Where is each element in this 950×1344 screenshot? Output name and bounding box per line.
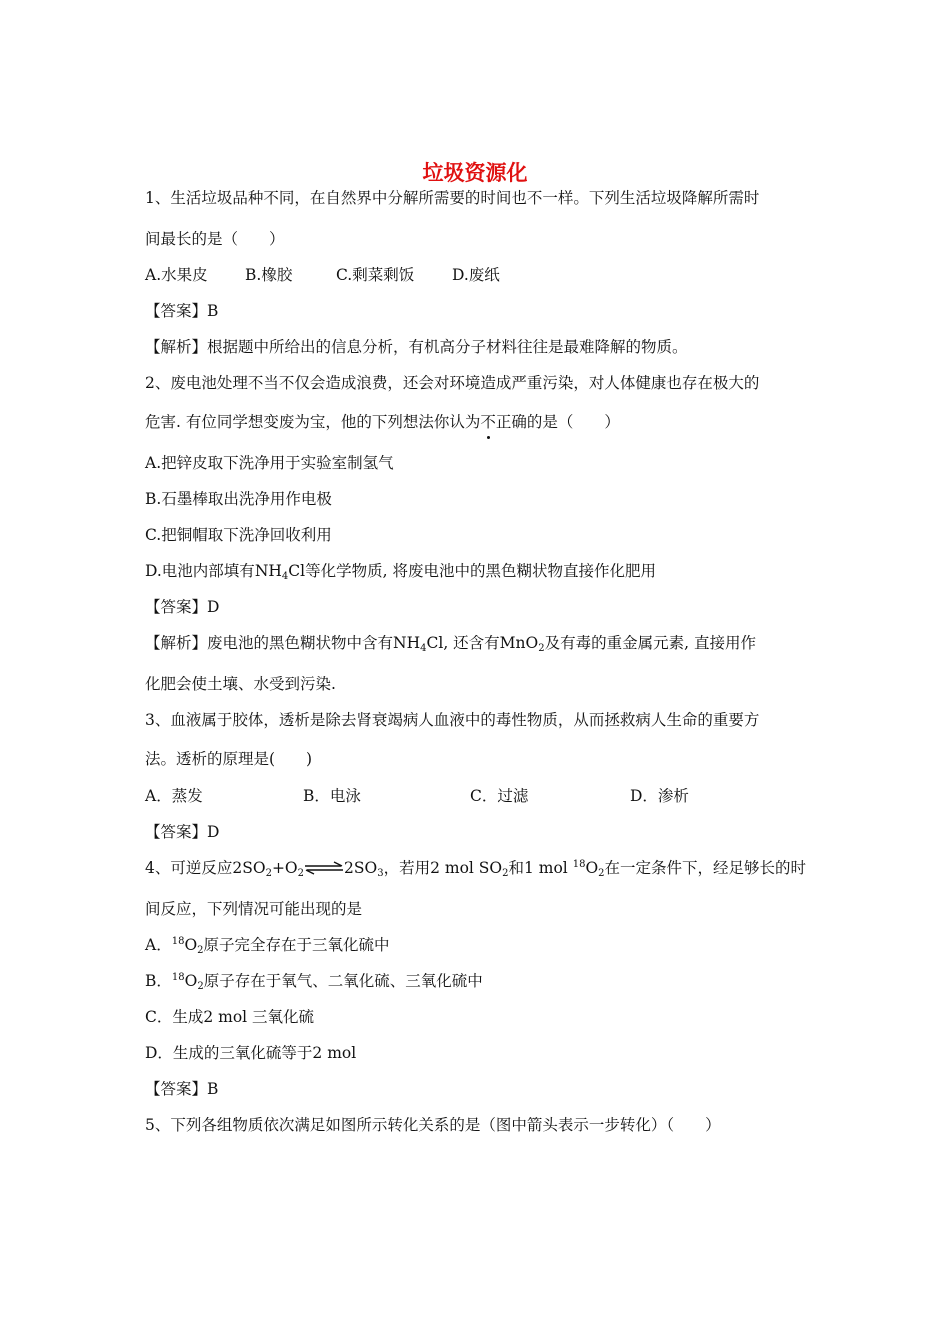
- q4-option-d: D．生成的三氧化硫等于2 mol: [145, 1044, 357, 1062]
- q1-option-c: C.剩菜剩饭: [336, 266, 415, 284]
- q2-stem-line2: [145, 410, 815, 434]
- formula-sub: 2: [598, 868, 605, 879]
- q3-options: [145, 784, 815, 808]
- formula-cl: Cl: [288, 562, 306, 580]
- q4-stem-line1: [145, 856, 815, 880]
- analysis-label: 【解析】: [145, 634, 208, 652]
- q2-analysis-line1: [145, 631, 815, 655]
- option-letter: B．: [145, 972, 172, 990]
- formula-mno: MnO: [499, 634, 539, 652]
- q2-analysis-tail: 及有毒的重金属元素, 直接用作: [544, 634, 756, 652]
- formula-o: +O: [271, 859, 298, 877]
- q2-answer: [145, 595, 815, 619]
- q4-option-a: [145, 933, 815, 957]
- formula-so: 2SO: [232, 859, 266, 877]
- option-letter: A．: [145, 936, 172, 954]
- q1-stem-line1: 1、生活垃圾品种不同，在自然界中分解所需要的时间也不一样。下列生活垃圾降解所需时: [145, 189, 760, 207]
- q2-option-d-tail: 等化学物质, 将废电池中的黑色糊状物直接作化肥用: [305, 562, 656, 580]
- q3-answer: [145, 820, 815, 844]
- formula-o: O: [585, 859, 599, 877]
- isotope-sup: 18: [572, 859, 586, 870]
- formula-sub: 2: [538, 643, 545, 654]
- analysis-label: 【解析】: [145, 338, 208, 356]
- q4-stem-text: 和1 mol: [508, 859, 568, 877]
- formula-sub: 2: [197, 981, 204, 992]
- q2-option-a: A.把锌皮取下洗净用于实验室制氢气: [145, 454, 394, 472]
- q2-stem-line1: 2、废电池处理不当不仅会造成浪费，还会对环境造成严重污染，对人体健康也存在极大的: [145, 374, 760, 392]
- q4-answer: [145, 1077, 815, 1101]
- formula-sub: 2: [297, 868, 305, 879]
- formula-nh: NH: [254, 562, 282, 580]
- q3-option-d: D．渗析: [630, 787, 689, 805]
- q1-options: [145, 263, 815, 287]
- q1-analysis: [145, 335, 815, 359]
- q1-answer: [145, 299, 815, 323]
- formula-sub: 2: [197, 945, 204, 956]
- q3-option-a: A．蒸发: [145, 787, 203, 805]
- answer-label: 【答案】: [145, 598, 208, 616]
- q3-answer-value: D: [207, 823, 220, 841]
- isotope-sup: 18: [171, 936, 185, 947]
- q3-stem-line1: 3、血液属于胶体，透析是除去肾衰竭病人血液中的毒性物质，从而拯救病人生命的重要方: [145, 711, 760, 729]
- q4-stem-text: 4、可逆反应: [145, 859, 233, 877]
- q2-analysis-text: 废电池的黑色糊状物中含有: [207, 634, 394, 652]
- q1-option-a: A.水果皮: [145, 266, 208, 284]
- formula-o: O: [184, 972, 198, 990]
- q2-stem-text: 危害. 有位同学想变废为宝，他的下列想法你认为: [145, 413, 481, 431]
- q1-stem-line2: 间最长的是（ ）: [145, 230, 285, 248]
- q3-option-b: B．电泳: [303, 787, 361, 805]
- q1-option-d: D.废纸: [452, 266, 500, 284]
- isotope-sup: 18: [171, 972, 185, 983]
- q4-option-a-text: 原子完全存在于三氧化硫中: [203, 936, 390, 954]
- q1-option-b: B.橡胶: [245, 266, 293, 284]
- page-title: 垃圾资源化: [422, 160, 528, 185]
- formula-cl: Cl, 还含有: [426, 634, 500, 652]
- q4-option-b-text: 原子存在于氧气、二氧化硫、三氧化硫中: [203, 972, 483, 990]
- q5-stem-line1: 5、下列各组物质依次满足如图所示转化关系的是（图中箭头表示一步转化）（ ）: [145, 1116, 721, 1134]
- q1-analysis-text: 根据题中所给出的信息分析，有机高分子材料往往是最难降解的物质。: [207, 338, 688, 356]
- formula-sub: 4: [281, 571, 289, 582]
- q4-answer-value: B: [207, 1080, 219, 1098]
- q2-option-d: [145, 559, 815, 583]
- formula-so: 2SO: [344, 859, 378, 877]
- formula-sub: 2: [265, 868, 272, 879]
- answer-label: 【答案】: [145, 302, 208, 320]
- q2-analysis-line2: 化肥会使土壤、水受到污染.: [145, 675, 336, 693]
- q2-stem-tail: 正确的是（ ）: [495, 413, 620, 431]
- reversible-arrow-icon: [304, 861, 344, 875]
- formula-sub: 4: [420, 643, 427, 654]
- q4-option-c: C．生成2 mol 三氧化硫: [145, 1008, 315, 1026]
- q4-stem-text: ，若用2 mol SO: [383, 859, 503, 877]
- q2-option-d-text: D.电池内部填有: [145, 562, 255, 580]
- q3-option-c: C．过滤: [470, 787, 529, 805]
- emphasis-dot-char: 不: [480, 410, 496, 434]
- formula-sub: 3: [377, 868, 384, 879]
- q4-stem-line2: 间反应，下列情况可能出现的是: [145, 900, 363, 918]
- answer-label: 【答案】: [145, 823, 208, 841]
- formula-o: O: [184, 936, 198, 954]
- q3-stem-line2: 法。透析的原理是( ): [145, 750, 313, 768]
- q4-option-b: [145, 969, 815, 993]
- q2-option-c: C.把铜帽取下洗净回收利用: [145, 526, 332, 544]
- q2-option-b: B.石墨棒取出洗净用作电极: [145, 490, 332, 508]
- q2-answer-value: D: [207, 598, 220, 616]
- formula-sub: 2: [502, 868, 509, 879]
- formula-nh: NH: [393, 634, 421, 652]
- q4-stem-tail: 在一定条件下，经足够长的时: [604, 859, 807, 877]
- q1-answer-value: B: [207, 302, 219, 320]
- answer-label: 【答案】: [145, 1080, 208, 1098]
